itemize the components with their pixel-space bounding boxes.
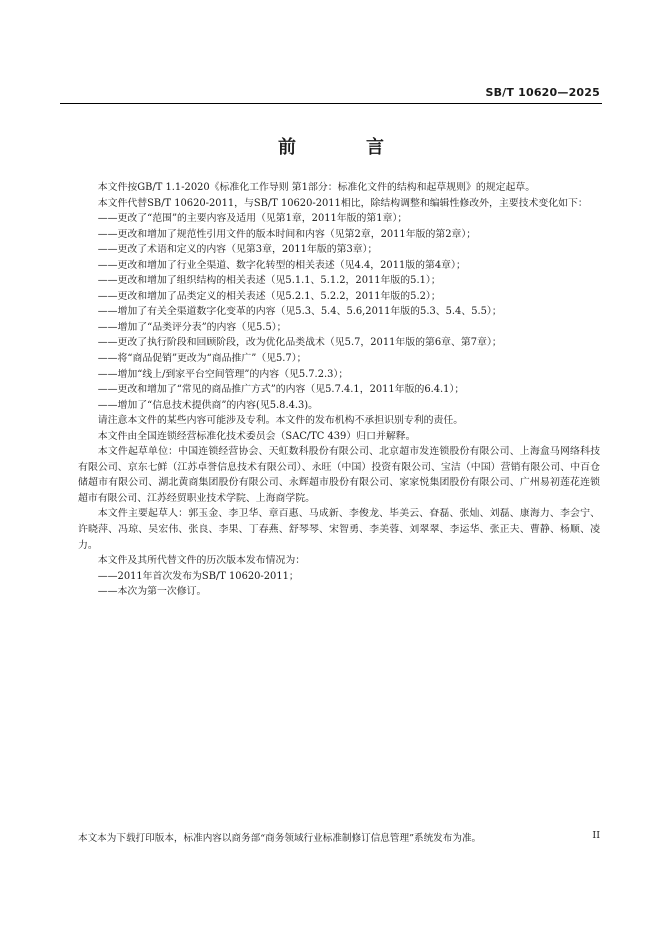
list-item: ——将“商品促销”更改为“商品推广”（见5.7）；	[97, 353, 307, 365]
history-intro: 本文件及其所代替文件的历次版本发布情况为：	[97, 555, 306, 567]
footer-note: 本文本为下载打印版本，标准内容以商务部“商务领域行业标准制修订信息管理”系统发布为准。	[78, 833, 482, 844]
page-title: 前 言	[278, 137, 410, 158]
list-item: ——更改了执行阶段和回顾阶段，改为优化品类战术（见5.7，2011年版的第6章、第7章）；	[97, 337, 502, 349]
drafting-units: 本文件起草单位：中国连锁经营协会、天虹数科股份有限公司、北京超市发连锁股份有限公司、上海盒马网络科技有限公司、京东七鲜（江苏卓誉信息技术有限公司）、永旺（中国）投资有限公司、宝洁（中国）营销有限公司、中百仓储超市有限公司、湖北黄商集团股份有限公司、永辉超市股份有限公司、家家悦集团股份有限公司、广州易初莲花连锁超市有限公司、江苏经贸职业技术学院、上海商学院。	[78, 446, 600, 504]
technical-changes-list	[78, 211, 600, 413]
list-item: ——增加了有关全渠道数字化变革的内容（见5.3、5.4、5.6,2011年版的5.3、5.4、5.5）；	[97, 306, 502, 318]
proposer-statement: 本文件由全国连锁经营标准化技术委员会（SAC/TC 439）归口并解释。	[97, 430, 416, 442]
list-item: ——增加“线上/到家平台空间管理”的内容（见5.7.2.3）；	[97, 368, 349, 380]
patent-notice: 请注意本文件的某些内容可能涉及专利。本文件的发布机构不承担识别专利的责任。	[97, 415, 464, 427]
list-item: ——更改和增加了行业全渠道、数字化转型的相关表述（见4.4，2011版的第4章）；	[97, 259, 466, 271]
foreword-body	[78, 180, 600, 600]
list-item: ——更改了术语和定义的内容（见第3章，2011年版的第3章）；	[97, 244, 378, 256]
list-item: ——更改和增加了品类定义的相关表述（见5.2.1、5.2.2，2011年版的5.2）；	[97, 290, 441, 302]
standard-code: SB/T 10620—2025	[485, 86, 600, 99]
intro-paragraph-replacement: 本文件代替SB/T 10620-2011，与SB/T 10620-2011相比，除结构调整和编辑性修改外，主要技术变化如下：	[97, 197, 588, 209]
page-number: II	[592, 830, 600, 841]
list-item: ——增加了“信息技术提供商”的内容(见5.8.4.3)。	[97, 399, 319, 411]
list-item: ——更改和增加了“常见的商品推广方式”的内容（见5.7.4.1，2011年版的6.4.1）；	[97, 384, 465, 396]
list-item: ——更改和增加了组织结构的相关表述（见5.1.1、5.1.2，2011年版的5.1）；	[97, 275, 441, 287]
list-item: ——更改了“范围”的主要内容及适用（见第1章，2011年版的第1章）；	[97, 213, 408, 225]
history-item: ——2011年首次发布为SB/T 10620-2011；	[97, 570, 299, 582]
header-divider	[60, 103, 602, 104]
list-item: ——更改和增加了规范性引用文件的版本时间和内容（见第2章，2011年版的第2章）；	[97, 228, 477, 240]
intro-paragraph-drafting-rules: 本文件按GB/T 1.1-2020《标准化工作导则 第1部分：标准化文件的结构和起草规则》的规定起草。	[97, 182, 536, 193]
list-item: ——增加了“品类评分表”的内容（见5.5）；	[97, 321, 287, 333]
history-item: ——本次为第一次修订。	[97, 586, 207, 598]
drafters: 本文件主要起草人：郭玉金、李卫华、章百惠、马成新、李俊龙、毕美云、眘磊、张灿、刘磊、康海力、李会宁、许晓萍、冯琼、吴宏伟、张良、李果、丁春燕、舒琴琴、宋智勇、李美蓉、刘翠翠、李运华、张正夫、曹静、杨顺、凌力。	[78, 508, 600, 551]
